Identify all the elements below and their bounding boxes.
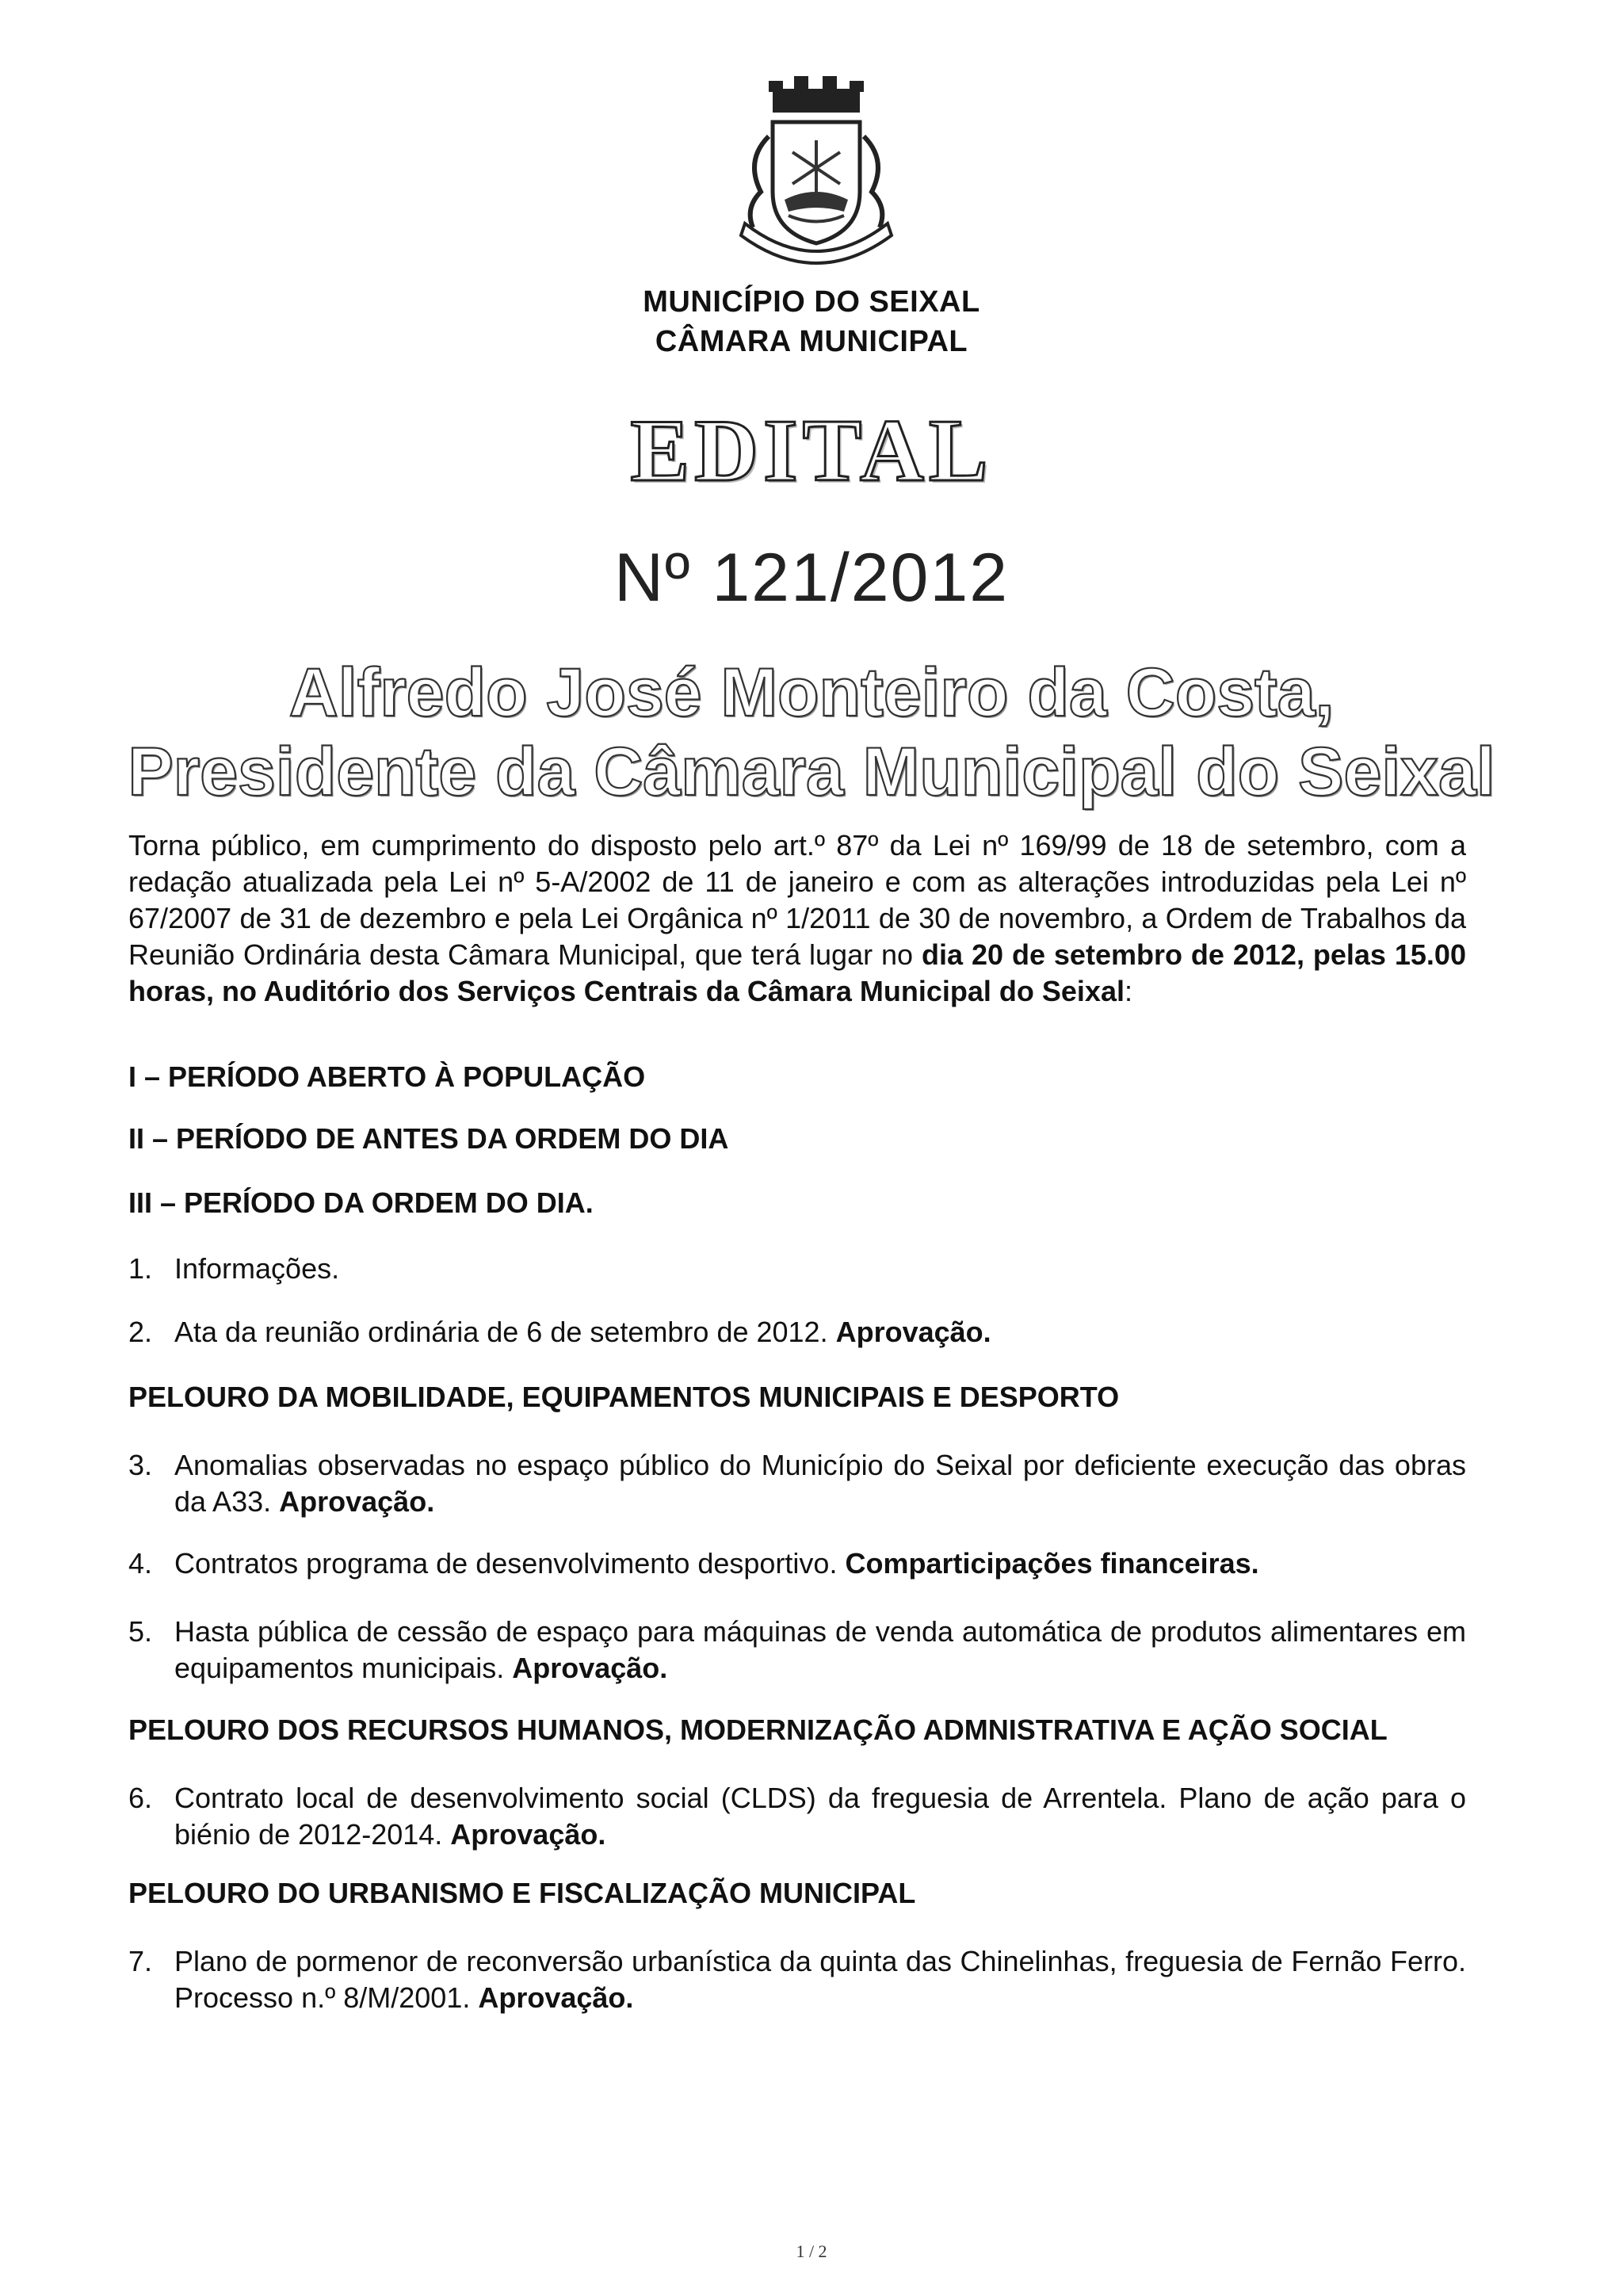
agenda-item-text: Informações.	[174, 1252, 340, 1285]
crest-icon	[697, 73, 935, 279]
pelouro-heading-1: PELOURO DA MOBILIDADE, EQUIPAMENTOS MUNICIPAIS E DESPORTO	[128, 1381, 1120, 1413]
agenda-item-number: 3.	[128, 1449, 153, 1481]
municipal-crest-logo	[697, 73, 935, 279]
page-number: 1 / 2	[796, 2241, 827, 2261]
agenda-item-action: Aprovação.	[478, 1981, 634, 2014]
agenda-item-action: Comparticipações financeiras.	[845, 1547, 1259, 1580]
municipality-name: MUNICÍPIO DO SEIXAL	[643, 285, 980, 319]
document-number: Nº 121/2012	[613, 540, 1010, 616]
agenda-item-action: Aprovação.	[835, 1316, 991, 1348]
agenda-item	[128, 1943, 1466, 2016]
agenda-item-number: 4.	[128, 1547, 153, 1580]
president-role: Presidente da Câmara Municipal do Seixal	[128, 734, 1495, 810]
agenda-item-number: 1.	[128, 1252, 153, 1285]
agenda-item	[128, 1545, 1466, 1582]
agenda-item-text: Anomalias observadas no espaço público do Município do Seixal por deficiente execução das obras da A33.	[174, 1449, 1466, 1518]
agenda-item	[128, 1780, 1466, 1853]
agenda-item	[128, 1314, 1466, 1350]
intro-paragraph	[128, 827, 1466, 1010]
agenda-item-text: Ata da reunião ordinária de 6 de setembro de 2012.	[174, 1316, 836, 1348]
agenda-item-number: 7.	[128, 1945, 153, 1977]
section-heading-2: II – PERÍODO DE ANTES DA ORDEM DO DIA	[128, 1122, 729, 1155]
intro-end: :	[1124, 975, 1132, 1007]
council-name: CÂMARA MUNICIPAL	[655, 325, 968, 358]
section-heading-1: I – PERÍODO ABERTO À POPULAÇÃO	[128, 1060, 646, 1093]
agenda-item-action: Aprovação.	[450, 1818, 606, 1851]
document-title: EDITAL	[630, 402, 993, 500]
intro-text: Torna público, em cumprimento do disposto pelo art.º 87º da Lei nº 169/99 de 18 de setembro, com a redação atualizada pela Lei nº 5-A/2002 de 11 de janeiro e com as alterações introduzidas pela Lei nº 67/2007 de 31 de dezembro e pela Lei Orgânica nº 1/2011 de 30 de novembro, a Ordem de Trabalhos da Reunião Ordinária desta Câmara Municipal, que terá lugar no	[128, 829, 1466, 971]
section-heading-3: III – PERÍODO DA ORDEM DO DIA.	[128, 1186, 594, 1219]
agenda-item-text: Contrato local de desenvolvimento social (CLDS) da freguesia de Arrentela. Plano de ação para o biénio de 2012-2014.	[174, 1782, 1466, 1851]
agenda-item-text: Plano de pormenor de reconversão urbanística da quinta das Chinelinhas, freguesia de Fernão Ferro. Processo n.º 8/M/2001.	[174, 1945, 1466, 2014]
agenda-item-text: Contratos programa de desenvolvimento desportivo.	[174, 1547, 846, 1580]
agenda-item-action: Aprovação.	[279, 1485, 435, 1518]
agenda-item	[128, 1251, 1466, 1287]
agenda-item-number: 5.	[128, 1615, 153, 1648]
president-name: Alfredo José Monteiro da Costa,	[288, 655, 1335, 731]
agenda-item	[128, 1447, 1466, 1520]
agenda-item-number: 2.	[128, 1316, 153, 1348]
pelouro-heading-3: PELOURO DO URBANISMO E FISCALIZAÇÃO MUNICIPAL	[128, 1877, 916, 1909]
agenda-item-text: Hasta pública de cessão de espaço para máquinas de venda automática de produtos alimentares em equipamentos municipais.	[174, 1615, 1466, 1684]
agenda-item	[128, 1614, 1466, 1687]
agenda-item-number: 6.	[128, 1782, 153, 1814]
agenda-item-action: Aprovação.	[512, 1652, 668, 1684]
meeting-details: dia 20 de setembro de 2012, pelas 15.00 horas, no Auditório dos Serviços Centrais da Câmara Municipal do Seixal	[128, 938, 1466, 1007]
pelouro-heading-2: PELOURO DOS RECURSOS HUMANOS, MODERNIZAÇÃO ADMNISTRATIVA E AÇÃO SOCIAL	[128, 1713, 1388, 1746]
